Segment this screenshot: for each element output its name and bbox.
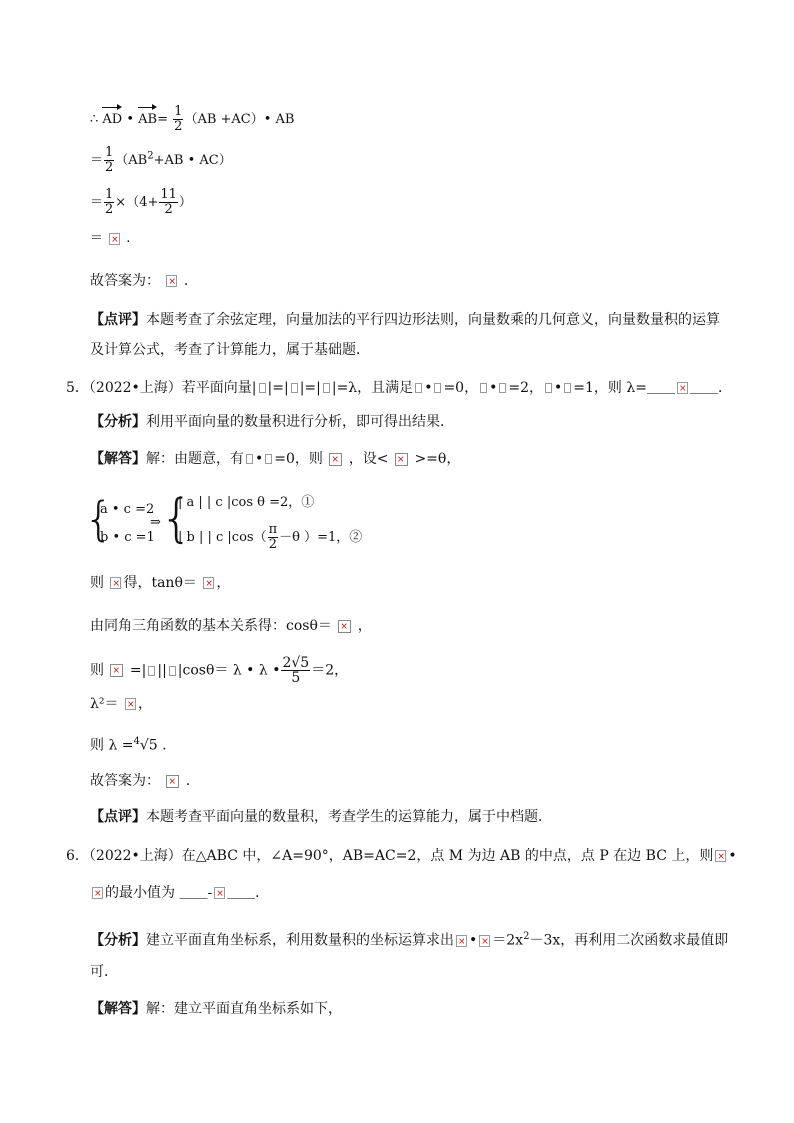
eq-line-1: ∴ AD • AB= $\frac{1}{2}$ （AB +AC）• AB bbox=[90, 104, 295, 134]
image-icon bbox=[323, 383, 330, 393]
image-icon bbox=[169, 666, 176, 676]
broken-image-icon bbox=[479, 935, 490, 947]
image-icon bbox=[564, 383, 571, 393]
q6-statement-line-2: ×的最小值为 ＿＿-× ＿＿． bbox=[90, 883, 269, 903]
image-icon bbox=[265, 454, 272, 464]
prev-answer: 故答案为： × . bbox=[90, 271, 188, 291]
q5-solution-line-1: 【解答】解：由题意，有 • =0，则 × ，设< × >=θ， bbox=[90, 449, 460, 469]
system-right-1: | a | | c |cos θ =2，① bbox=[178, 495, 315, 510]
image-icon bbox=[415, 383, 422, 393]
left-brace: { bbox=[84, 492, 114, 546]
image-icon bbox=[434, 383, 441, 393]
q6-analysis-line-2: 可． bbox=[90, 964, 118, 980]
fraction: $\frac{1}{2}$ bbox=[105, 187, 114, 217]
fraction: $\frac{1}{2}$ bbox=[105, 145, 114, 175]
prev-comment-line-1: 【点评】本题考查了余弦定理，向量加法的平行四边形法则，向量数乘的几何意义，向量数量积的运算 bbox=[90, 312, 720, 328]
image-icon bbox=[246, 454, 253, 464]
implies-arrow: ⇒ bbox=[150, 515, 161, 530]
q5-cos-line: 由同角三角函数的基本关系得：cosθ＝ × ， bbox=[90, 616, 372, 636]
vector-ad: AD bbox=[102, 110, 122, 130]
broken-image-icon bbox=[203, 577, 214, 589]
fraction: $\frac{2√5}{5}$ bbox=[282, 655, 310, 686]
prev-comment-line-2: 及计算公式，考查了计算能力，属于基础题． bbox=[90, 342, 370, 358]
q5-then-line-2: 则 × =| || |cosθ＝ λ • λ • $\frac{2√5}{5}$ ＝2， bbox=[90, 656, 348, 685]
fraction: $\frac{11}{2}$ bbox=[160, 187, 177, 217]
q5-lambda-squared: λ²＝ × ， bbox=[90, 694, 152, 714]
fraction: $\frac{1}{2}$ bbox=[174, 104, 183, 134]
vector-ab: AB bbox=[138, 110, 157, 130]
broken-image-icon bbox=[677, 382, 688, 394]
broken-image-icon bbox=[456, 935, 467, 947]
q5-then-line-1: 则 × 得，tanθ＝ × ， bbox=[90, 573, 230, 593]
broken-image-icon bbox=[110, 577, 121, 589]
broken-image-icon bbox=[395, 453, 408, 466]
eq-line-4: ＝ × . bbox=[90, 229, 130, 249]
q5-then-line-3: 则 λ =$^4$√5 . bbox=[90, 736, 167, 754]
fraction: $\frac{\pi}{2}$ bbox=[268, 522, 278, 552]
image-icon bbox=[480, 383, 487, 393]
q5-answer: 故答案为： × . bbox=[90, 771, 190, 791]
right-brace: { bbox=[160, 489, 194, 549]
q6-solution: 【解答】解：建立平面直角坐标系如下， bbox=[90, 1001, 342, 1017]
broken-image-icon bbox=[125, 698, 136, 710]
q6-analysis-line-1: 【分析】建立平面直角坐标系，利用数量积的坐标运算求出× •× $=2x^2-3x$，再利用二次函数求最值即 bbox=[90, 927, 728, 951]
broken-image-icon bbox=[92, 887, 103, 899]
system-left-1: a • c =2 bbox=[100, 502, 155, 517]
system-right-2: | b | | c |cos（ $\frac{\pi}{2}$ －θ ）=1，② bbox=[178, 522, 363, 552]
eq-line-2: ＝ $\frac{1}{2}$ （$AB^2+AB$ • AC） bbox=[90, 145, 232, 175]
q5-statement: 5．（2022•上海）若平面向量| |=| |=| |=λ，且满足 • =0， • =2， • =1，则 λ=＿＿× ＿＿． bbox=[66, 378, 732, 398]
broken-image-icon bbox=[329, 453, 342, 466]
eq-line-3: ＝ $\frac{1}{2}$ ×（4+ $\frac{11}{2}$ ） bbox=[90, 187, 192, 217]
broken-image-icon bbox=[338, 620, 351, 633]
broken-image-icon bbox=[109, 233, 120, 245]
broken-image-icon bbox=[166, 775, 179, 788]
system-left-2: b • c =1 bbox=[100, 530, 155, 545]
broken-image-icon bbox=[110, 664, 123, 677]
image-icon bbox=[259, 383, 266, 393]
broken-image-icon bbox=[715, 850, 726, 862]
image-icon bbox=[499, 383, 506, 393]
q6-statement-line-1: 6．（2022•上海）在△ABC 中，∠A=90°，AB=AC=2，点 M 为边 AB 的中点，点 P 在边 BC 上，则× • bbox=[66, 846, 737, 866]
q5-comment: 【点评】本题考查平面向量的数量积，考查学生的运算能力，属于中档题． bbox=[90, 809, 552, 825]
broken-image-icon bbox=[214, 887, 225, 899]
image-icon bbox=[291, 383, 298, 393]
broken-image-icon bbox=[166, 275, 177, 287]
q5-analysis: 【分析】利用平面向量的数量积进行分析，即可得出结果． bbox=[90, 414, 454, 430]
image-icon bbox=[545, 383, 552, 393]
image-icon bbox=[148, 666, 155, 676]
